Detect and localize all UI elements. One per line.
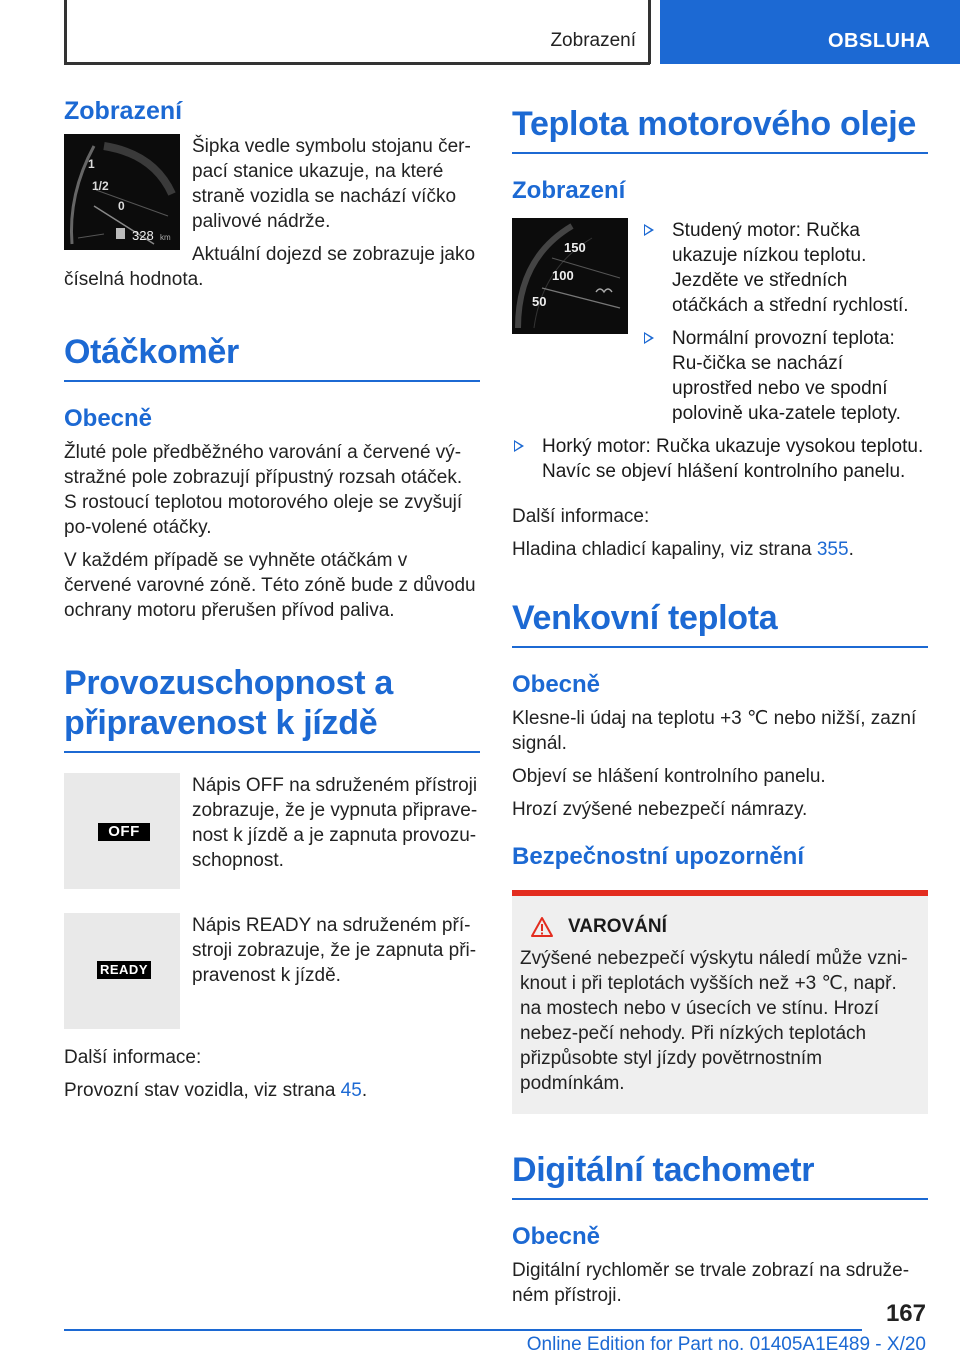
oil-gauge-image: [512, 218, 628, 334]
warning-title: [530, 916, 920, 938]
ready-text: Nápis READY na sdruženém pří-stroji zobrazuje, že je zapnuta při-pravenost k jízdě.: [192, 915, 477, 986]
warning-title-text: VAROVÁNÍ: [568, 916, 667, 937]
right-column: [512, 104, 928, 1308]
fuel-text-2: Aktuální dojezd se zobrazuje jako číselná hodnota.: [64, 244, 476, 290]
oil-display-section: [512, 218, 928, 434]
ready-reference-end: .: [361, 1080, 368, 1101]
fuel-gauge-label-full: 1: [88, 157, 95, 171]
oil-reference: [512, 537, 928, 562]
oil-gauge-label-high: 150: [564, 240, 586, 255]
tacho-text-1: Žluté pole předběžného varování a červené vý-stražné pole zobrazují přípustný rozsah otáček. S rostoucí teplotou motorového oleje se zvyšují po-volené otáčky.: [64, 442, 463, 538]
ready-section: [64, 913, 480, 1035]
off-section: [64, 773, 480, 895]
ready-reference: [64, 1078, 480, 1103]
page-number: 167: [885, 1300, 926, 1327]
fuel-pump-icon: [116, 228, 125, 239]
header-rule-left: [64, 0, 67, 64]
fuel-section: [64, 134, 480, 292]
warning-triangle-icon: [530, 916, 554, 938]
bullet-triangle-icon: [514, 440, 524, 452]
digital-speedo-text: Digitální rychloměr se trvale zobrazí na sdruže-ném přístroji.: [512, 1260, 910, 1306]
ready-badge: READY: [97, 961, 151, 979]
oil-gauge-label-low: 50: [532, 294, 547, 309]
outside-temp-text-3: Hrozí zvýšené nebezpečí námrazy.: [512, 799, 808, 820]
tacho-subheading: Obecně: [64, 405, 153, 432]
oil-list-item: Studený motor: Ručka ukazuje nízkou teplotu. Jezděte ve středních otáčkách a střední rychlostí.: [642, 218, 928, 318]
fuel-heading: Zobrazení: [64, 97, 183, 125]
off-badge: OFF: [98, 823, 150, 841]
header-section-title: Zobrazení: [550, 30, 636, 51]
oil-subheading: Zobrazení: [512, 177, 626, 204]
range-value: 328: [132, 228, 154, 243]
fuel-text-1: Šipka vedle symbolu stojanu čer-pací stanice ukazuje, na které straně vozidla se nachází víčko palivové nádrže.: [192, 136, 471, 232]
ready-indicator-image: [64, 913, 180, 1029]
header-chapter-tab[interactable]: OBSLUHA: [660, 0, 960, 64]
left-column: [64, 96, 480, 1103]
outside-temp-title: Venkovní teplota: [512, 598, 928, 648]
digital-speedo-title: Digitální tachometr: [512, 1150, 928, 1200]
warning-text: Zvýšené nebezpečí výskytu náledí může vzni-knout i při teplotách vyšších než +3 ℃, např. na mostech nebo v úsecích ve stínu. Hrozí nebez-pečí nehody. Při nízkých teplotách přizpůsobte styl jízdy povětrnostním podmínkám.: [520, 948, 908, 1094]
header-rule-bottom: [64, 62, 650, 65]
oil-reference-link[interactable]: 355: [816, 539, 849, 560]
outside-temp-subheading: Obecně: [512, 671, 601, 698]
outside-temp-text-1: Klesne-li údaj na teplotu +3 ℃ nebo nižší, zazní signál.: [512, 708, 917, 754]
oil-list-item: Horký motor: Ručka ukazuje vysokou teplotu. Navíc se objeví hlášení kontrolního panelu.: [512, 434, 928, 484]
oil-list: [512, 434, 928, 484]
safety-heading: Bezpečnostní upozornění: [512, 843, 805, 870]
oil-list-item: Normální provozní teplota: Ru-čička se nachází uprostřed nebo ve spodní polovině uka-zatele teploty.: [642, 326, 928, 426]
oil-title: Teplota motorového oleje: [512, 104, 928, 154]
ready-reference-text: Provozní stav vozidla, viz strana: [64, 1080, 341, 1101]
footer-rule: [64, 1329, 862, 1331]
fuel-gauge-graphic: [64, 134, 180, 250]
bullet-triangle-icon: [644, 224, 654, 236]
range-unit: km: [160, 233, 171, 242]
oil-reference-end: .: [848, 539, 854, 560]
oil-more-label: Další informace:: [512, 506, 650, 527]
off-text: Nápis OFF na sdruženém přístroji zobrazuje, že je vypnuta připrave-nost k jízdě a je zapnuta provozu-schopnost.: [192, 775, 478, 871]
tacho-text-2: V každém případě se vyhněte otáčkám v červené varovné zóně. Této zóně bude z důvodu ochrany motoru přerušen přívod paliva.: [64, 550, 476, 621]
outside-temp-text-2: Objeví se hlášení kontrolního panelu.: [512, 766, 826, 787]
oil-list-inline: [642, 218, 928, 434]
oil-reference-text: Hladina chladicí kapaliny, viz strana: [512, 539, 817, 560]
tacho-title: Otáčkoměr: [64, 332, 480, 382]
oil-gauge-graphic: [512, 218, 628, 334]
bullet-triangle-icon: [644, 332, 654, 344]
footer-edition: Online Edition for Part no. 01405A1E489 - X/20: [526, 1334, 926, 1355]
fuel-gauge-label-empty: 0: [118, 199, 125, 213]
header-rule-right: [648, 0, 651, 64]
digital-speedo-subheading: Obecně: [512, 1223, 601, 1250]
ready-reference-link[interactable]: 45: [340, 1080, 362, 1101]
off-indicator-image: [64, 773, 180, 889]
fuel-gauge-image: [64, 134, 180, 250]
fuel-gauge-label-half: 1/2: [92, 179, 109, 193]
ready-more-label: Další informace:: [64, 1047, 202, 1068]
ready-title: Provozuschopnost a připravenost k jízdě: [64, 663, 480, 753]
oil-gauge-label-mid: 100: [552, 268, 574, 283]
warning-box: [512, 890, 928, 1114]
